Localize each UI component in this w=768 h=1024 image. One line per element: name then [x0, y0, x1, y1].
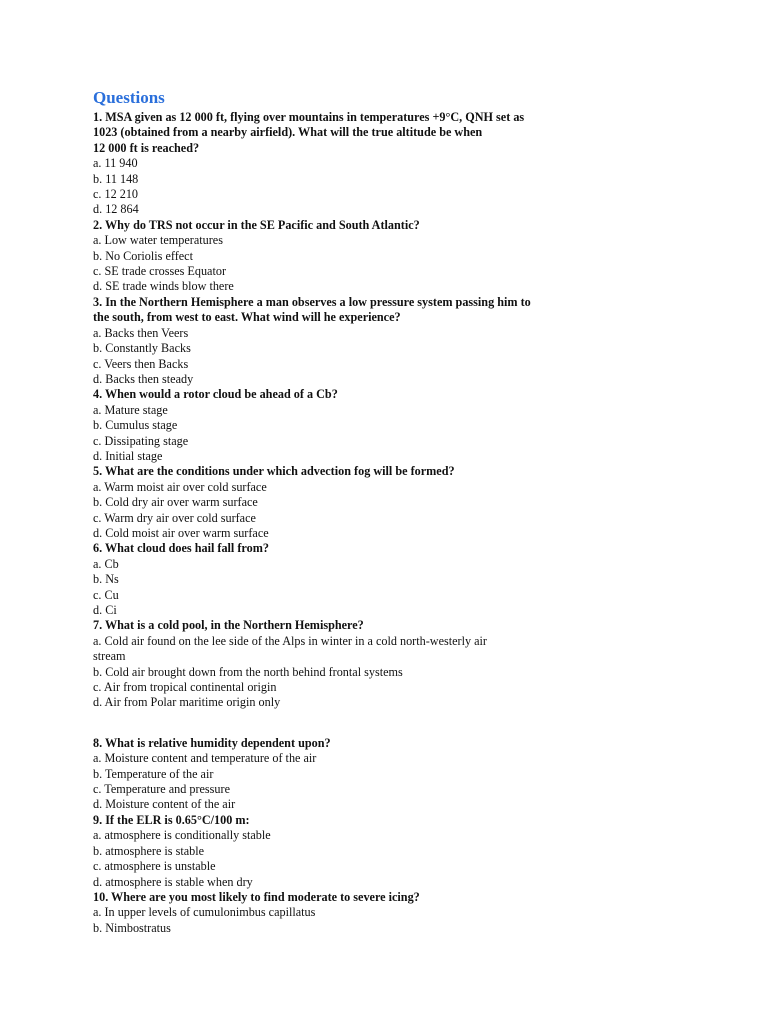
question-6-option-d: d. Ci	[93, 603, 117, 617]
page-title: Questions	[93, 88, 165, 107]
question-1-option-b: b. 11 148	[93, 171, 139, 186]
question-7-option-a: a. Cold air found on the lee side of the Alps in winter in a cold north-westerly air	[93, 633, 487, 648]
question-6-line-1: 6. What cloud does hail fall from?	[93, 541, 269, 556]
question-9-option-d: d. atmosphere is stable when dry	[93, 874, 253, 889]
question-1-option-a: a. 11 940	[93, 156, 138, 171]
question-block-4	[93, 387, 653, 464]
question-2-option-b: b. No Coriolis effect	[93, 248, 193, 263]
question-10-option-a: a. In upper levels of cumulonimbus capillatus	[93, 905, 316, 920]
question-block-2	[93, 218, 653, 295]
question-3-option-a: a. Backs then Veers	[93, 325, 189, 340]
question-6-option-a: a. Cb	[93, 556, 119, 571]
question-block-7	[93, 618, 653, 710]
question-7-option-c: c. Air from tropical continental origin	[93, 680, 277, 695]
spacer	[93, 711, 653, 736]
question-8-option-c: c. Temperature and pressure	[93, 782, 230, 797]
question-2-option-d: d. SE trade winds blow there	[93, 279, 234, 294]
question-6-option-b: b. Ns	[93, 572, 119, 587]
question-9-line-1: 9. If the ELR is 0.65°C/100 m:	[93, 812, 250, 827]
question-8-line-1: 8. What is relative humidity dependent upon?	[93, 735, 331, 750]
question-5-option-a: a. Warm moist air over cold surface	[93, 479, 267, 494]
question-block-10	[93, 890, 653, 936]
question-8-option-d: d. Moisture content of the air	[93, 797, 236, 812]
question-10-option-b: b. Nimbostratus	[93, 920, 171, 935]
question-6-option-c: c. Cu	[93, 587, 119, 602]
question-7-option-d: d. Air from Polar maritime origin only	[93, 695, 281, 710]
question-4-line-1: 4. When would a rotor cloud be ahead of a Cb?	[93, 387, 338, 402]
question-block-5	[93, 464, 653, 541]
question-4-option-d: d. Initial stage	[93, 448, 163, 463]
question-5-option-d: d. Cold moist air over warm surface	[93, 525, 269, 540]
question-2-option-a: a. Low water temperatures	[93, 233, 223, 248]
question-block-6	[93, 541, 653, 618]
question-4-option-a: a. Mature stage	[93, 402, 168, 417]
question-9-option-a: a. atmosphere is conditionally stable	[93, 828, 271, 843]
question-5-line-1: 5. What are the conditions under which advection fog will be formed?	[93, 464, 455, 479]
question-4-option-c: c. Dissipating stage	[93, 433, 189, 448]
question-5-option-b: b. Cold dry air over warm surface	[93, 495, 258, 510]
question-block-9	[93, 813, 653, 890]
question-5-option-c: c. Warm dry air over cold surface	[93, 510, 256, 525]
question-1-line-1: 1. MSA given as 12 000 ft, flying over mountains in temperatures +9°C, QNH set as	[93, 110, 525, 124]
question-block-1	[93, 110, 653, 218]
question-3-option-c: c. Veers then Backs	[93, 356, 189, 371]
question-2-line-1: 2. Why do TRS not occur in the SE Pacific and South Atlantic?	[93, 217, 420, 232]
question-8-option-a: a. Moisture content and temperature of the air	[93, 751, 317, 766]
question-1-line-3: 12 000 ft is reached?	[93, 140, 200, 155]
question-3-option-b: b. Constantly Backs	[93, 341, 191, 356]
question-9-option-b: b. atmosphere is stable	[93, 843, 205, 858]
question-7-option-a-cont: stream	[93, 649, 126, 664]
question-3-line-1: 3. In the Northern Hemisphere a man observes a low pressure system passing him to	[93, 294, 531, 309]
question-block-8	[93, 736, 653, 813]
question-8-option-b: b. Temperature of the air	[93, 766, 214, 781]
question-3-option-d: d. Backs then steady	[93, 371, 194, 386]
question-10-line-1: 10. Where are you most likely to find moderate to severe icing?	[93, 889, 420, 904]
question-1-option-d: d. 12 864	[93, 202, 139, 217]
question-2-option-c: c. SE trade crosses Equator	[93, 264, 227, 279]
question-4-option-b: b. Cumulus stage	[93, 418, 178, 433]
question-7-line-1: 7. What is a cold pool, in the Northern Hemisphere?	[93, 618, 364, 633]
question-1-option-c: c. 12 210	[93, 187, 139, 202]
question-1-line-2: 1023 (obtained from a nearby airfield). What will the true altitude be when	[93, 125, 483, 140]
question-3-line-2: the south, from west to east. What wind will he experience?	[93, 310, 401, 325]
question-7-option-b: b. Cold air brought down from the north behind frontal systems	[93, 664, 403, 679]
document-page	[93, 87, 653, 936]
question-9-option-c: c. atmosphere is unstable	[93, 859, 216, 874]
question-block-3	[93, 295, 653, 387]
